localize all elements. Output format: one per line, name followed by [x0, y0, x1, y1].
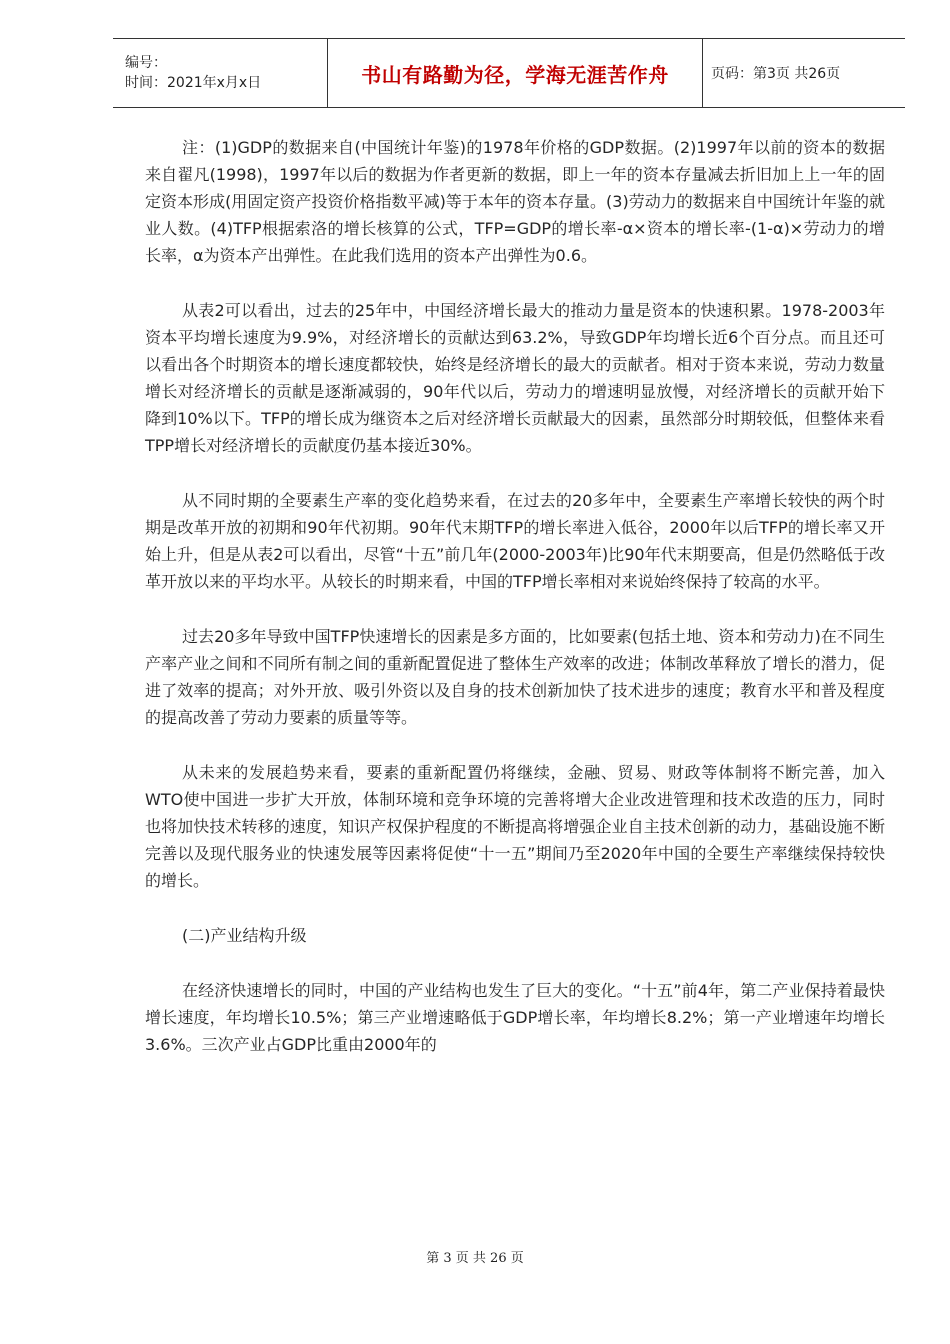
paragraph-4: 从未来的发展趋势来看，要素的重新配置仍将继续，金融、贸易、财政等体制将不断完善，加入WTO使中国进一步扩大开放，体制环境和竞争环境的完善将增大企业改进管理和技术改造的压力，同时也将加快技术转移的速度，知识产权保护程度的不断提高将增强企业自主技术创新的动力，基础设施不断完善以及现代服务业的快速发展等因素将促使“十一五”期间乃至2020年中国的全要生产率继续保持较快的增长。 [145, 763, 885, 890]
header-meta [113, 39, 328, 108]
page-footer: 第 3 页 共 26 页 [426, 1251, 524, 1266]
page-header [113, 38, 905, 108]
table-note: 注：(1)GDP的数据来自(中国统计年鉴)的1978年价格的GDP数据。(2)1997年以前的资本的数据来自翟凡(1998)，1997年以后的数据为作者更新的数据，即上一年的资本存量减去折旧加上上一年的固定资本形成(用固定资产投资价格指数平减)等于本年的资本存量。(3)劳动力的数据来自中国统计年鉴的就业人数。(4)TFP根据索洛的增长核算的公式，TFP=GDP的增长率-α×资本的增长率-(1-α)×劳动力的增长率，α为资本产出弹性。在此我们选用的资本产出弹性为0.6。 [145, 138, 885, 265]
header-page-info: 页码：第3页 共26页 [703, 39, 906, 108]
paragraph-5: 在经济快速增长的同时，中国的产业结构也发生了巨大的变化。“十五”前4年，第二产业保持着最快增长速度，年均增长10.5%；第三产业增速略低于GDP增长率，年均增长8.2%；第一产业增速年均增长3.6%。三次产业占GDP比重由2000年的 [145, 981, 885, 1054]
paragraph-3: 过去20多年导致中国TFP快速增长的因素是多方面的，比如要素(包括土地、资本和劳动力)在不同生产率产业之间和不同所有制之间的重新配置促进了整体生产效率的改进；体制改革释放了增长的潜力，促进了效率的提高；对外开放、吸引外资以及自身的技术创新加快了技术进步的速度；教育水平和普及程度的提高改善了劳动力要素的质量等等。 [145, 627, 885, 727]
paragraph-2: 从不同时期的全要素生产率的变化趋势来看，在过去的20多年中，全要素生产率增长较快的两个时期是改革开放的初期和90年代初期。90年代末期TFP的增长率进入低谷，2000年以后TFP的增长率又开始上升，但是从表2可以看出，尽管“十五”前几年(2000-2003年)比90年代末期要高，但是仍然略低于改革开放以来的平均水平。从较长的时期来看，中国的TFP增长率相对来说始终保持了较高的水平。 [145, 491, 885, 591]
header-number: 编号： [125, 55, 167, 71]
document-body [145, 134, 885, 1086]
paragraph-1: 从表2可以看出，过去的25年中，中国经济增长最大的推动力量是资本的快速积累。1978-2003年资本平均增长速度为9.9%，对经济增长的贡献达到63.2%，导致GDP年均增长近6个百分点。而且还可以看出各个时期资本的增长速度都较快，始终是经济增长的最大的贡献者。相对于资本来说，劳动力数量增长对经济增长的贡献是逐渐减弱的，90年代以后，劳动力的增速明显放慢，对经济增长的贡献开始下降到10%以下。TFP的增长成为继资本之后对经济增长贡献最大的因素，虽然部分时期较低，但整体来看TPP增长对经济增长的贡献度仍基本接近30%。 [145, 301, 885, 455]
header-time: 时间：2021年x月x日 [125, 75, 262, 91]
header-motto: 书山有路勤为径，学海无涯苦作舟 [328, 39, 703, 108]
section-heading: (二)产业结构升级 [182, 926, 307, 945]
